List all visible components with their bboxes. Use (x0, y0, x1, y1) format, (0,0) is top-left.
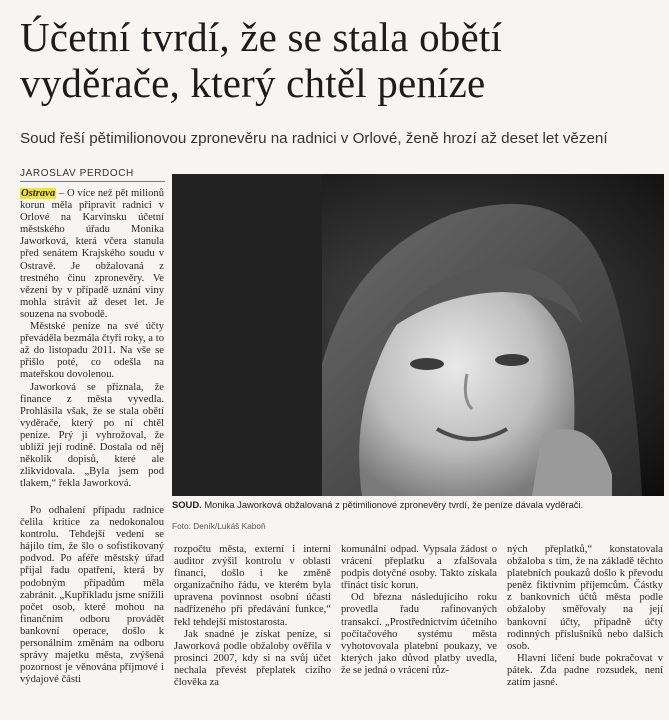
paragraph: Po odhalení případu radnice čelila kritice za nedokonalou kontrolu. Tehdejší vedení se hájilo tím, že šlo o sofistikovaný podvod. Po aféře městský úřad přijal řadu opatření, která by podobným případům měla zabránit. „Kupříkladu jsme snížili počet osob, které mohou na finančním odboru provádět bankovní operace, došlo k personálním změnám na odboru správy majetku města, zvýšená pozornost je věnována příjmové i výdajové části (20, 505, 164, 686)
column-3 (341, 544, 497, 677)
paragraph: Jaworková se přiznala, že finance z města vyvedla. Prohlásila však, že se stala obětí vyděrače, který po ní chtěl peníze. Prý jí vyhrožoval, že ublíží její rodině. Dostala od něj několik dopisů, které ale zlikvidovala. „Byla jsem pod tlakem,“ řekla Jaworková. (20, 381, 164, 490)
subheadline: Soud řeší pětimilionovou zpronevěru na radnici v Orlové, ženě hrozí až deset let vězení (20, 130, 608, 147)
photo-credit: Foto: Deník/Lukáš Kaboň (172, 521, 266, 531)
column-1-top (20, 188, 164, 490)
caption-label: SOUD. (172, 499, 202, 510)
photo-caption (172, 499, 664, 511)
caption-text: Monika Jaworková obžalovaná z pětimilionové zpronevěry tvrdí, že peníze dávala vyděrači. (204, 499, 584, 510)
article-photo (172, 174, 664, 496)
dateline: Ostrava (21, 188, 56, 199)
paragraph: ných přeplatků,“ konstatovala obžaloba s tím, že na základě těchto platebních poukazů došlo k převodu peněz fiktivním příjemcům. Částky z bankovních účtů města podle obžaloby směřovaly na její bankovní účty, případně účty rodinných příslušníků nebo dalších osob. (507, 544, 663, 652)
paragraph: Od března následujícího roku provedla řadu rafinovaných transakcí. „Prostřednictvím účetního počítačového systému města vyhotovovala platební poukazy, ve kterých jako důvod platby uvedla, že se jedná o vrácení růz- (341, 592, 497, 676)
paragraph: Jak snadné je získat peníze, si Jaworková podle obžaloby ověřila v prosinci 2007, kdy si na svůj účet nechala převést přeplatek cizího člověka za (174, 628, 331, 689)
paragraph: Městské peníze na své účty převáděla bezmála čtyři roky, a to až do listopadu 2011. Na vše se přišlo poté, co odešla na mateřskou dovolenou. (20, 321, 164, 381)
column-4 (507, 544, 663, 689)
column-1-bottom (20, 505, 164, 686)
headline: Účetní tvrdí, že se stala obětí vyděrače, který chtěl peníze (20, 14, 503, 106)
byline: JAROSLAV PERDOCH (20, 168, 134, 179)
lead-text: – O více než pět milionů korun měla připravit radnici v Orlové na Karvinsku účetní městského úřadu Monika Jaworková, která včera stanula před senátem Krajského soudu v Ostravě. Je obžalovaná z trestného činu zpronevěry. Ve vězení by v případě uznání viny mohla strávit až deset let. Je souzena na svobodě. (20, 188, 164, 320)
column-2 (174, 544, 331, 689)
paragraph: komunální odpad. Vypsala žádost o vrácení přeplatku a zfalšovala podpis dotyčné osoby. Takto získala třináct tisíc korun. (341, 544, 497, 592)
paragraph: rozpočtu města, externí i interní auditor zvýšil kontrolu v oblasti financí, došlo i ke změně organizačního řádu, ve kterém byla upravena povinnost osobní účasti nadřízeného při předávání funkce,“ řekl tehdejší místostarosta. (174, 544, 331, 628)
byline-rule (20, 181, 165, 182)
paragraph: Hlavní líčení bude pokračovat v pátek. Zda padne rozsudek, není zatím jasné. (507, 652, 663, 689)
portrait-photo (172, 174, 664, 496)
lead-paragraph (20, 188, 164, 321)
